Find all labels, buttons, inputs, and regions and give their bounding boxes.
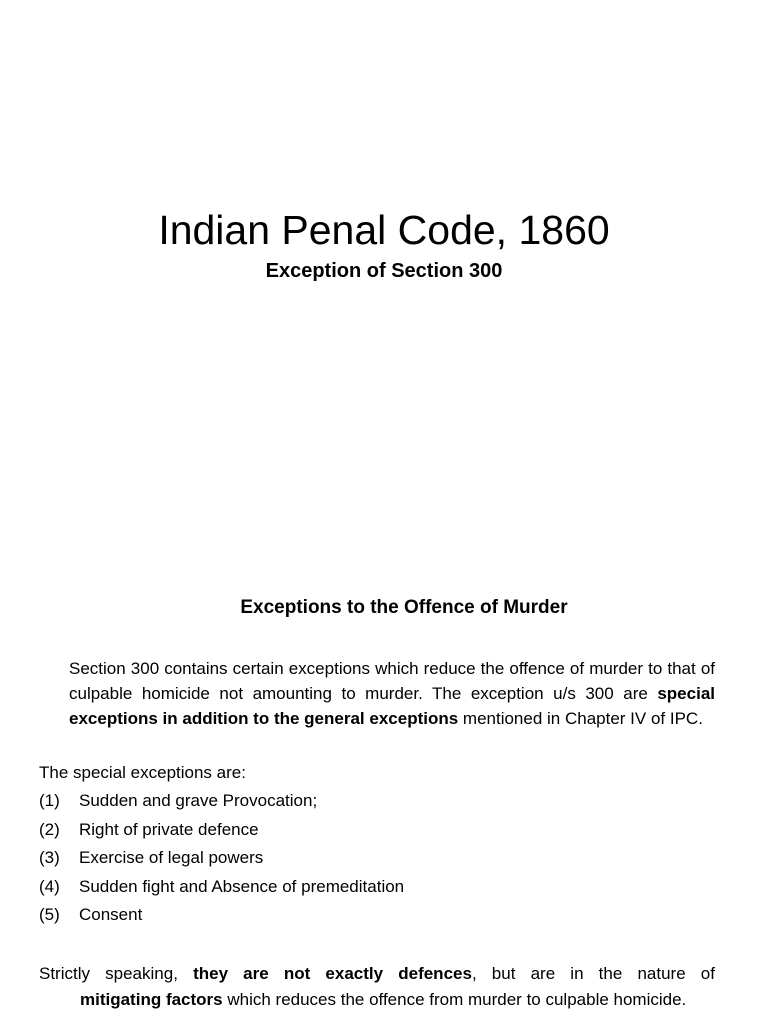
strict-bold-2: mitigating factors — [80, 990, 223, 1009]
list-item-number: (3) — [39, 848, 60, 868]
list-item — [39, 817, 404, 846]
intro-bold-text: special exceptions in addition to the general exceptions — [69, 684, 715, 728]
list-item-number: (2) — [39, 819, 60, 839]
list-item-number: (5) — [39, 905, 60, 925]
list-item-number: (4) — [39, 876, 60, 896]
list-item-text: Consent — [79, 905, 143, 925]
list-item-number: (1) — [39, 791, 60, 810]
list-item-text: Right of private defence — [79, 819, 259, 839]
exceptions-list — [39, 788, 404, 931]
list-item-text: Sudden fight and Absence of premeditation — [79, 876, 405, 896]
intro-text-2: mentioned in Chapter IV of IPC. — [458, 709, 703, 728]
strict-text-1: Strictly speaking, — [39, 964, 194, 983]
section-heading: Exceptions to the Offence of Murder — [240, 597, 568, 618]
strictly-speaking-paragraph — [39, 961, 715, 1013]
list-item — [39, 874, 404, 903]
list-item — [39, 845, 404, 874]
strict-continuation — [39, 987, 715, 1013]
special-exceptions-lead: The special exceptions are: — [39, 763, 246, 782]
strict-bold-1: they are not exactly defences — [193, 964, 472, 983]
list-item — [39, 902, 404, 931]
list-item — [39, 788, 404, 817]
intro-text-1: Section 300 contains certain exceptions which reduce the offence of murder to that of culpable homicide not amounting to murder. The exception u/s 300 are — [69, 659, 715, 703]
list-item-text: Exercise of legal powers — [79, 848, 264, 868]
document-subtitle: Exception of Section 300 — [265, 260, 503, 282]
strict-text-3: which reduces the offence from murder to culpable homicide. — [222, 990, 687, 1009]
intro-paragraph — [69, 656, 715, 731]
list-item-text: Sudden and grave Provocation; — [79, 791, 318, 810]
strict-text-2: , but are in the nature of — [471, 964, 715, 983]
strict-line-1 — [39, 961, 715, 987]
document-title: Indian Penal Code, 1860 — [158, 207, 610, 253]
